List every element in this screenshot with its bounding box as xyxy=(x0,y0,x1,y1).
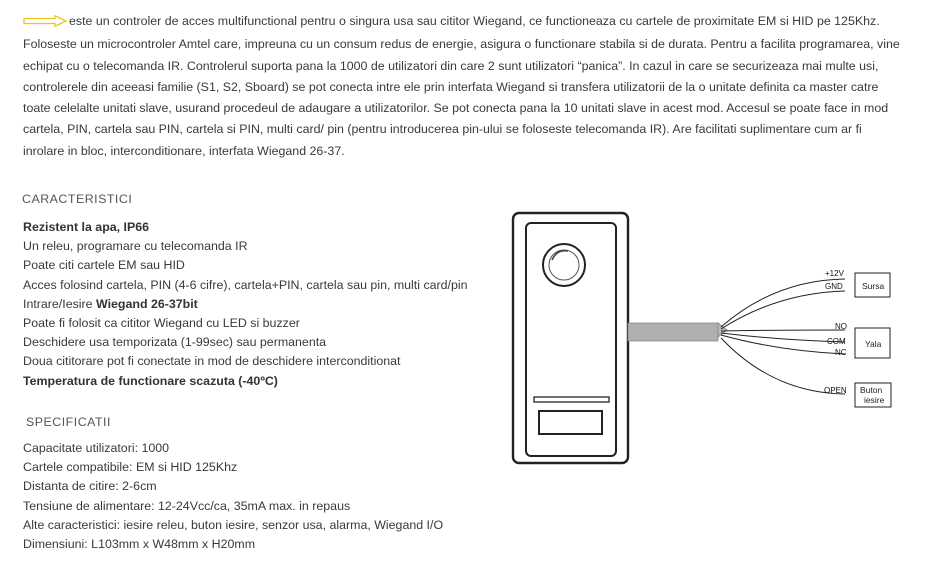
intro-paragraph xyxy=(23,11,903,162)
list-item: Tensiune de alimentare: 12-24Vcc/ca, 35mA max. in repaus xyxy=(23,498,351,513)
wire-label-nc: NC xyxy=(835,348,847,357)
intro-text: este un controler de acces multifunctional pentru o singura usa sau cititor Wiegand, ce functioneaza cu cartele de proximitate EM si HID pe 125Khz. Foloseste un microcontroler Amtel care, impreuna cu un consum redus de energie, asigura o functionare stabila si de durata. Pentru a facilita programarea, vine echipat cu o telecomanda IR. Controlerul suporta pana la 1000 de utilizatori din care 2 sunt utilizatori “panica”. In cazul in care se securizeaza mai multe usi, controlerele din aceeasi familie (S1, S2, Sboard) se pot conecta intre ele prin interfata Wiegand si transfera utilizatorii de la o unitate definita ca master catre toate celelalte unitati slave, usurand procedeul de adaugare a utilizatorilor. Se pot conecta pana la 10 unitati slave in acest mod. Accesul se poate face in mod cartela, PIN, cartela sau PIN, cartela si PIN, multi card/ pin (pentru introducerea pin-ului se foloseste telecomanda IR). Are facilitati suplimentare cum ar fi inrolare in bloc, interconditionare, interfata Wiegand 26-37. xyxy=(23,14,900,158)
buton-label-line2: iesire xyxy=(864,395,885,405)
caracteristici-list xyxy=(23,218,468,391)
list-item: Cartele compatibile: EM si HID 125Khz xyxy=(23,460,238,475)
list-item: Un releu, programare cu telecomanda IR xyxy=(23,239,248,254)
wire-label-no: NO xyxy=(835,322,847,331)
sursa-label: Sursa xyxy=(862,281,885,291)
list-item: Poate fi folosit ca cititor Wiegand cu LED si buzzer xyxy=(23,316,300,331)
specificatii-heading: SPECIFICATII xyxy=(26,415,111,429)
list-item: Poate citi cartele EM sau HID xyxy=(23,258,185,273)
list-item: Capacitate utilizatori: 1000 xyxy=(23,441,170,455)
wiring-diagram-svg xyxy=(505,205,905,475)
list-item: Temperatura de functionare scazuta (-40ºC) xyxy=(23,373,278,388)
wire-label-12v: +12V xyxy=(825,269,844,278)
yala-label: Yala xyxy=(865,339,882,349)
list-item: Rezistent la apa, IP66 xyxy=(23,220,150,234)
list-item: Doua cititorare pot fi conectate in mod de deschidere interconditionat xyxy=(23,354,401,369)
list-item: Deschidere usa temporizata (1-99sec) sau permanenta xyxy=(23,335,327,350)
wiring-diagram xyxy=(505,205,905,475)
cable xyxy=(628,323,727,341)
specificatii-list xyxy=(23,439,443,554)
wire-label-com: COM xyxy=(827,337,846,346)
wire-label-open: OPEN xyxy=(824,386,847,395)
buton-label-line1: Buton xyxy=(860,385,883,395)
caracteristici-heading: CARACTERISTICI xyxy=(22,192,133,206)
wire-label-gnd: GND xyxy=(825,282,843,291)
list-item: Alte caracteristici: iesire releu, buton iesire, senzor usa, alarma, Wiegand I/O xyxy=(23,517,444,532)
arrow-right-icon xyxy=(23,13,67,34)
list-item: Intrare/Iesire Wiegand 26-37bit xyxy=(23,296,198,311)
list-item: Acces folosind cartela, PIN (4-6 cifre), cartela+PIN, cartela sau pin, multi card/pin xyxy=(23,277,468,292)
reader-device-icon xyxy=(513,213,628,463)
list-item: Dimensiuni: L103mm x W48mm x H20mm xyxy=(23,537,256,552)
list-item: Distanta de citire: 2-6cm xyxy=(23,479,157,494)
